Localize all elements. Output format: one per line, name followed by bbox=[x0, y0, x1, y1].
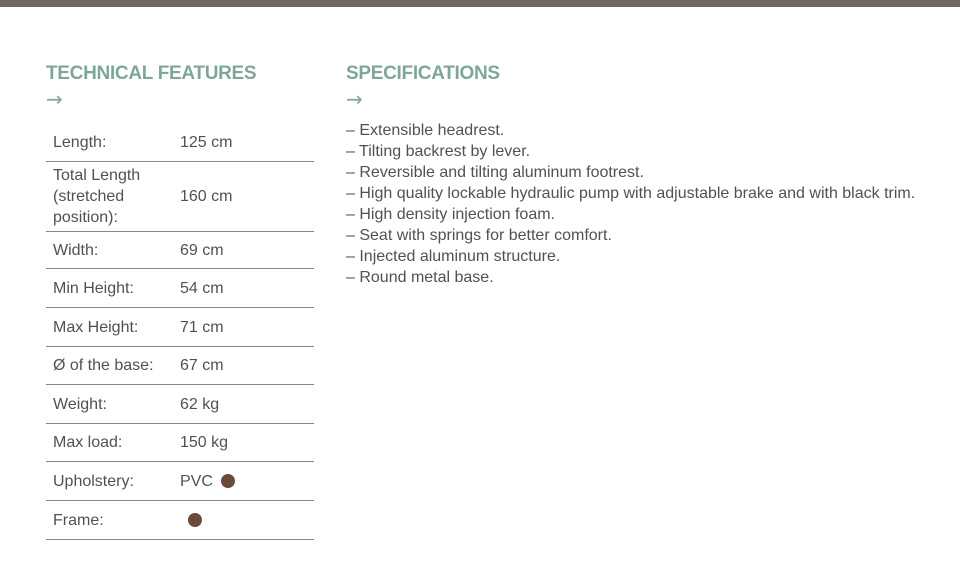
feature-value: 62 kg bbox=[180, 395, 220, 413]
table-row bbox=[46, 269, 314, 308]
specifications-title: SPECIFICATIONS bbox=[346, 63, 500, 84]
top-bar bbox=[0, 0, 960, 7]
feature-label: Width: bbox=[53, 241, 99, 259]
feature-value bbox=[180, 513, 202, 527]
feature-label: Max Height: bbox=[53, 318, 139, 336]
feature-value: 160 cm bbox=[180, 188, 233, 205]
arrow-right-icon: → bbox=[346, 87, 363, 111]
list-item: – Injected aluminum structure. bbox=[346, 248, 561, 265]
upholstery-color-swatch bbox=[221, 474, 235, 488]
feature-label: Min Height: bbox=[53, 279, 134, 297]
feature-value: 150 kg bbox=[180, 434, 229, 451]
table-row bbox=[46, 462, 314, 501]
upholstery-material: PVC bbox=[180, 472, 213, 490]
feature-label: Max load: bbox=[53, 434, 123, 451]
table-row bbox=[46, 385, 314, 424]
table-row bbox=[46, 124, 314, 162]
feature-label: Upholstery: bbox=[53, 472, 134, 490]
list-item: – Tilting backrest by lever. bbox=[346, 143, 531, 160]
table-row bbox=[46, 347, 314, 385]
arrow-right-icon: → bbox=[46, 87, 63, 111]
list-item: – High density injection foam. bbox=[346, 206, 555, 223]
specifications-list bbox=[346, 120, 946, 288]
feature-label: Frame: bbox=[53, 511, 104, 529]
feature-value: 69 cm bbox=[180, 241, 224, 259]
table-row bbox=[46, 308, 314, 347]
list-item: – High quality lockable hydraulic pump with adjustable brake and with black trim. bbox=[346, 185, 916, 202]
technical-features-table bbox=[46, 124, 314, 540]
frame-color-swatch bbox=[188, 513, 202, 527]
feature-label: Total Length (stretched position): bbox=[53, 167, 141, 226]
table-row bbox=[46, 232, 314, 269]
feature-value: 54 cm bbox=[180, 279, 224, 297]
feature-label: Ø of the base: bbox=[53, 357, 154, 374]
list-item: – Extensible headrest. bbox=[346, 122, 505, 139]
list-item: – Reversible and tilting aluminum footrest. bbox=[346, 164, 644, 181]
table-row bbox=[46, 162, 314, 232]
table-row bbox=[46, 424, 314, 462]
list-item: – Round metal base. bbox=[346, 269, 494, 286]
list-item: – Seat with springs for better comfort. bbox=[346, 227, 612, 244]
feature-value bbox=[180, 471, 235, 492]
feature-label: Weight: bbox=[53, 395, 107, 413]
feature-value: 125 cm bbox=[180, 134, 233, 151]
table-row bbox=[46, 501, 314, 540]
feature-label: Length: bbox=[53, 134, 107, 151]
technical-features-title: TECHNICAL FEATURES bbox=[46, 63, 257, 84]
feature-value: 71 cm bbox=[180, 318, 224, 336]
feature-value: 67 cm bbox=[180, 357, 224, 374]
